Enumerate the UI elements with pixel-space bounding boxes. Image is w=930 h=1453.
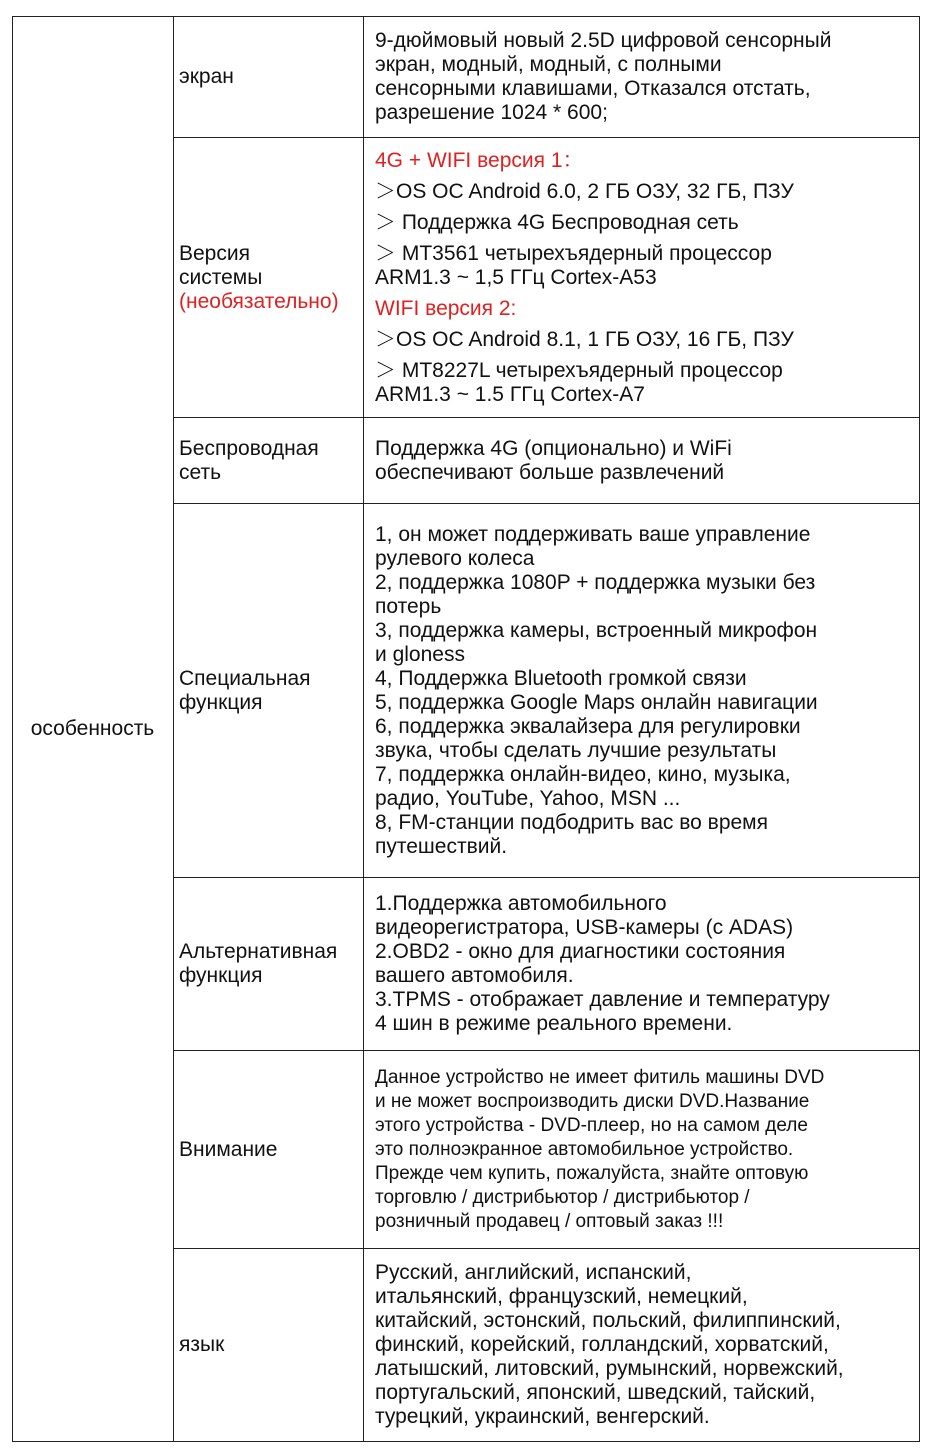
value-line: 5, поддержка Google Maps онлайн навигации — [375, 690, 818, 714]
value-line: 3.TPMS - отображает давление и температуру — [375, 988, 830, 1011]
value-line: 2.OBD2 - окно для диагностики состояния — [375, 940, 786, 963]
value-line: ＞ MT3561 четырехъядерный процессор — [375, 241, 772, 265]
value-line: 4 шин в режиме реального времени. — [375, 1012, 733, 1035]
value-line: 7, поддержка онлайн-видео, кино, музыка, — [375, 762, 791, 786]
value-line: 9-дюймовый новый 2.5D цифровой сенсорный — [375, 29, 832, 52]
value-line: 8, FM-станции подбодрить вас во время — [375, 810, 768, 834]
row-label-system-version — [179, 138, 363, 417]
value-line: латышский, литовский, румынский, норвежский, — [375, 1357, 844, 1380]
label-line: Альтернативная — [179, 940, 338, 963]
row-value-wireless — [375, 418, 920, 503]
value-line: и gloness — [375, 642, 465, 666]
row-value-special-function — [375, 504, 920, 877]
value-line: обеспечивают больше развлечений — [375, 460, 725, 484]
value-line: ＞ Поддержка 4G Беспроводная сеть — [375, 210, 739, 234]
label-line: Беспроводная — [179, 436, 319, 460]
label-line: Внимание — [179, 1137, 278, 1161]
value-line: 4, Поддержка Bluetooth громкой связи — [375, 666, 747, 690]
value-line: это полноэкранное автомобильное устройство. — [375, 1138, 794, 1160]
value-line: звука, чтобы сделать лучшие результаты — [375, 738, 777, 762]
value-line: ＞OS OC Android 8.1, 1 ГБ ОЗУ, 16 ГБ, ПЗУ — [375, 327, 794, 351]
optional-note: (необязательно) — [179, 289, 339, 313]
category-label: особенность — [30, 717, 155, 740]
value-line: потерь — [375, 594, 442, 618]
value-line: 6, поддержка эквалайзера для регулировки — [375, 714, 801, 738]
label-line: сеть — [179, 460, 222, 484]
value-line: Данное устройство не имеет фитиль машины DVD — [375, 1066, 825, 1088]
value-line: и не может воспроизводить диски DVD.Название — [375, 1090, 810, 1112]
value-line: розничный продавец / оптовый заказ !!! — [375, 1210, 724, 1232]
row-value-language — [375, 1249, 920, 1441]
value-line: финский, корейский, голландский, хорватский, — [375, 1333, 829, 1356]
row-label-attention — [179, 1051, 363, 1248]
value-line: китайский, эстонский, польский, филиппинский, — [375, 1309, 841, 1332]
row-label-language — [179, 1249, 363, 1441]
row-label-wireless — [179, 418, 363, 503]
value-line: ＞OS OC Android 6.0, 2 ГБ ОЗУ, 32 ГБ, ПЗУ — [375, 179, 794, 203]
label-line: экран — [179, 65, 234, 88]
value-line: вашего автомобиля. — [375, 964, 574, 987]
value-line: видеорегистратора, USB-камеры (с ADAS) — [375, 916, 794, 939]
value-line: разрешение 1024 * 600; — [375, 101, 608, 124]
value-line: португальский, японский, шведский, тайский, — [375, 1381, 816, 1404]
row-value-attention — [375, 1051, 920, 1248]
value-line: 2, поддержка 1080P + поддержка музыки без — [375, 570, 816, 594]
label-line: Версия — [179, 241, 250, 265]
label-line: язык — [179, 1333, 225, 1356]
label-line: функция — [179, 690, 263, 714]
value-line: Прежде чем купить, пожалуйста, знайте оптовую — [375, 1162, 809, 1184]
value-line: этого устройства - DVD-плеер, но на самом деле — [375, 1114, 808, 1136]
label-line: Специальная — [179, 666, 311, 690]
value-line: путешествий. — [375, 834, 508, 858]
value-line: 1, он может поддерживать ваше управление — [375, 522, 811, 546]
value-line: рулевого колеса — [375, 546, 535, 570]
value-line: Поддержка 4G (опционально) и WiFi — [375, 436, 732, 460]
value-line: экран, модный, модный, с полными — [375, 53, 722, 76]
value-line: сенсорными клавишами, Отказался отстать, — [375, 77, 811, 100]
value-line: 1.Поддержка автомобильного — [375, 892, 667, 915]
label-line: функция — [179, 964, 263, 987]
value-line: итальянский, французский, немецкий, — [375, 1285, 748, 1308]
column-divider-2 — [363, 16, 364, 1442]
row-label-special-function — [179, 504, 363, 877]
row-label-screen — [179, 17, 363, 137]
value-line: торговлю / дистрибьютор / дистрибьютор / — [375, 1186, 750, 1208]
value-line: ARM1.3 ~ 1,5 ГГц Cortex-A53 — [375, 265, 657, 289]
version-2-title: WIFI версия 2: — [375, 296, 517, 320]
value-line: турецкий, украинский, венгерский. — [375, 1405, 710, 1428]
value-line: 3, поддержка камеры, встроенный микрофон — [375, 618, 818, 642]
category-cell — [12, 16, 173, 1442]
column-divider-1 — [173, 16, 174, 1442]
value-line: радио, YouTube, Yahoo, MSN ... — [375, 786, 681, 810]
value-line: Русский, английский, испанский, — [375, 1261, 692, 1284]
value-line: ＞ MT8227L четырехъядерный процессор — [375, 358, 783, 382]
row-value-system-version — [375, 138, 920, 417]
value-line: ARM1.3 ~ 1.5 ГГц Cortex-A7 — [375, 382, 645, 406]
row-label-alternative-function — [179, 878, 363, 1050]
row-value-screen — [375, 17, 920, 137]
version-1-title: 4G + WIFI версия 1： — [375, 148, 584, 172]
label-line: системы — [179, 265, 263, 289]
row-value-alternative-function — [375, 878, 920, 1050]
